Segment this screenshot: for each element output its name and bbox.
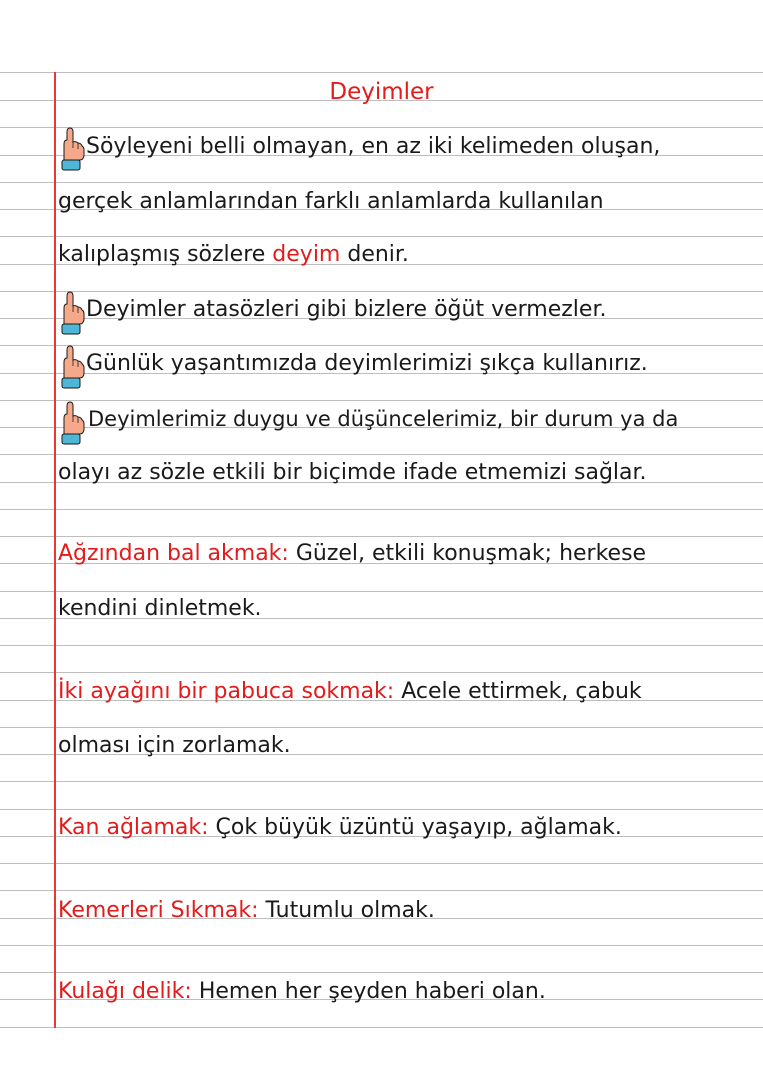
- pointing-hand-icon: [56, 344, 86, 390]
- intro-line-3-text: kalıplaşmış sözlere: [58, 242, 273, 267]
- ruled-line: [0, 972, 763, 973]
- bullet-2: Günlük yaşantımızda deyimlerimizi şıkça kullanırız.: [86, 351, 648, 376]
- idiom-term: Ağzından bal akmak:: [58, 541, 289, 566]
- idiom-definition: Hemen her şeyden haberi olan.: [191, 979, 546, 1004]
- ruled-line: [0, 1027, 763, 1028]
- ruled-line: [0, 727, 763, 728]
- bullet-1: Deyimler atasözleri gibi bizlere öğüt vermezler.: [86, 297, 607, 322]
- idiom-2: [58, 678, 642, 706]
- idiom-definition: Tutumlu olmak.: [258, 898, 435, 923]
- idiom-definition: Güzel, etkili konuşmak; herkese: [288, 541, 647, 566]
- ruled-line: [0, 890, 763, 891]
- bullet-3-line-1: Deyimlerimiz duygu ve düşüncelerimiz, bir durum ya da: [88, 407, 679, 431]
- ruled-line: [0, 127, 763, 128]
- idiom-term: Kemerleri Sıkmak:: [58, 898, 259, 923]
- intro-line-1: Söyleyeni belli olmayan, en az iki kelimeden oluşan,: [86, 134, 661, 159]
- intro-line-3: [58, 241, 409, 269]
- ruled-line: [0, 591, 763, 592]
- idiom-1-continuation: kendini dinletmek.: [58, 596, 262, 621]
- intro-line-3-end: denir.: [340, 242, 409, 267]
- ruled-line: [0, 809, 763, 810]
- pointing-hand-icon: [56, 290, 86, 336]
- ruled-line: [0, 672, 763, 673]
- bullet-3-line-2: olayı az sözle etkili bir biçimde ifade etmemizi sağlar.: [58, 460, 647, 485]
- ruled-line: [0, 863, 763, 864]
- idiom-term: Kulağı delik:: [58, 979, 192, 1004]
- ruled-line: [0, 291, 763, 292]
- pointing-hand-icon: [56, 126, 86, 172]
- red-margin-line: [54, 72, 56, 1028]
- ruled-line: [0, 645, 763, 646]
- intro-line-2: gerçek anlamlarından farklı anlamlarda kullanılan: [58, 189, 604, 214]
- ruled-line: [0, 345, 763, 346]
- deyim-term: deyim: [272, 242, 341, 267]
- idiom-definition: Çok büyük üzüntü yaşayıp, ağlamak.: [208, 815, 622, 840]
- ruled-line: [0, 454, 763, 455]
- ruled-line: [0, 781, 763, 782]
- ruled-line: [0, 400, 763, 401]
- idiom-2-continuation: olması için zorlamak.: [58, 733, 291, 758]
- idiom-5: [58, 978, 546, 1006]
- pointing-hand-icon: [56, 400, 86, 446]
- idiom-4: [58, 897, 435, 925]
- idiom-3: [58, 814, 622, 842]
- ruled-line: [0, 945, 763, 946]
- idiom-definition: Acele ettirmek, çabuk: [394, 679, 642, 704]
- page-title: Deyimler: [329, 79, 434, 105]
- idiom-term: İki ayağını bir pabuca sokmak:: [58, 679, 395, 704]
- ruled-line: [0, 536, 763, 537]
- ruled-line: [0, 509, 763, 510]
- idiom-1: [58, 540, 646, 568]
- ruled-line: [0, 236, 763, 237]
- ruled-line: [0, 182, 763, 183]
- idiom-term: Kan ağlamak:: [58, 815, 209, 840]
- ruled-line: [0, 72, 763, 73]
